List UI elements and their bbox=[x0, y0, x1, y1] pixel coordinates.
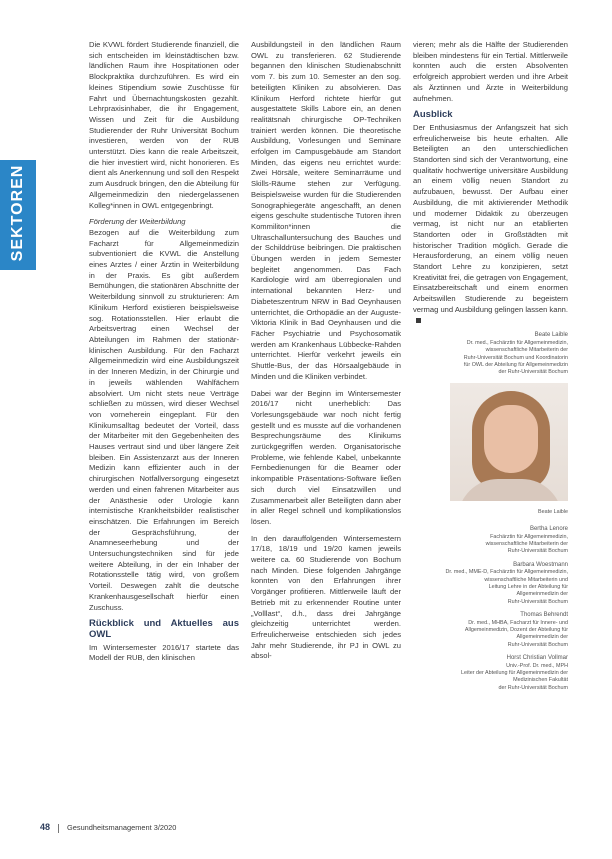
author-line: Dr. med., MHBA, Facharzt für Innere- und bbox=[468, 619, 568, 626]
author-line: Dr. med., MME-D, Fachärztin für Allgemeinmedizin, bbox=[445, 569, 568, 576]
author-name: Barbara Woestmann bbox=[513, 561, 568, 568]
column-1 bbox=[89, 40, 239, 670]
author-photo bbox=[450, 383, 568, 501]
author-line: Ruhr-Universität Bochum bbox=[507, 641, 568, 648]
author-line: der Ruhr-Universität Bochum bbox=[498, 684, 568, 691]
col1-paragraph-2: Bezogen auf die Weiterbildung zum Facharzt für Allgemeinmedizin subventioniert die KVWL die Anstellung eines Arztes / einer Ärztin in Weiterbildung in der Praxis. Es gibt außerdem Bemühungen, die stationären Abschnitte der Weiterbildung sinnvoll zu strukturieren: Am Klinikum Herford existieren beispielsweise sog. Rotationsstellen. Hier erlaubt die Arbeitsvertrag einen Wechsel der Abteilungen im Rahmen der stationär-klinischen Ausbildung. Für den Facharzt Allgemeinmedizin wird eine Ausbildungszeit in der Inneren Medizin, in der Chirurgie und in jeweils wählenden Wahlfächern absolviert. Um nicht stets neue Verträge schließen zu müssen, wird dieser Wechsel von vorneherein eingeplant. Für den Klinikumsalltag bedeutet der Vorteil, dass der Mitarbeiter mit den Gegebenheiten des Hauses vertraut sind und über längere Zeit bleiben. Ein Assistenzarzt aus der Inneren Medizin kann effizienter auch in der chirurgischen Notfallversorgung eingesetzt werden und einen fahrenen Mitarbeiter aus der Anästhesie oder Urologie kann internistische Krankheitsbilder realistischer einschätzen. Die Erfahrungen im Bereich der Gesprächsführung, der Anamneseerhebung und der Untersuchungstechniken sind für jede weitere Abteilung, in der ein Inhaber der Rotationsstelle tätig wird, von großem Vorteil. Deswegen zahlt die deutsche Krankenhausgesellschaft hierfür einen Zuschuss. bbox=[89, 227, 239, 612]
author-name: Horst Christian Vollmar bbox=[506, 655, 568, 662]
author-photo-wrap bbox=[413, 383, 568, 505]
author-line: Leitung Lehre in der Abteilung für bbox=[488, 583, 568, 590]
author-line: Medizinischen Fakultät bbox=[513, 677, 568, 684]
author-line: Ruhr-Universität Bochum bbox=[507, 548, 568, 555]
author-name: Bertha Lenore bbox=[529, 526, 568, 533]
author-block-1 bbox=[413, 332, 568, 376]
author-line: Dr. med., Fachärztin für Allgemeinmedizin, bbox=[466, 339, 568, 346]
author-line: wissenschaftliche Mitarbeiterin der bbox=[485, 540, 568, 547]
page-footer bbox=[40, 822, 176, 833]
section-tab bbox=[0, 160, 36, 270]
author-name: Beate Laible bbox=[534, 332, 568, 339]
journal-title: Gesundheitsmanagement 3/2020 bbox=[67, 823, 177, 832]
column-3 bbox=[413, 40, 568, 698]
footer-divider bbox=[58, 824, 59, 833]
column-2 bbox=[251, 40, 401, 668]
col3-paragraph-1: vieren; mehr als die Hälfte der Studierenden bleiben mindestens für ein Tertial. Mittlerweile konnten auch die ersten Absolventen erfolgreich approbiert werden und ihre Arbeit als Ärztinnen und Ärzte in Weiterbildung aufnehmen. bbox=[413, 40, 568, 103]
col3-paragraph-2-text: Der Enthusiasmus der Anfangszeit hat sich erfreulicherweise bis heute erhalten. Alle Beteiligten an den unterschiedlichen Standorten sind sich der Verantwortung, eine qualitativ hochwertige universitäre Ausbildung an einem völlig neuen Standort zu aufzubauen, bewusst. Der Aufbau einer Ausbildung, die mit aktivierender Methodik und moderner Didaktik zu überzeugen vermag, ist nicht nur an etablierten Standorten oder in Großstädten mit historischer Tradition möglich. Gerade die Herausforderung, an einem völlig neuen Standort Lehre zu konzipieren, setzt Kreativität frei, die getragen von Engagement, Einsatzbereitschaft und einem enormen Arbeitswillen Studierende zu begeistern vermag und Ausbildung gelingen lassen kann. bbox=[413, 122, 568, 314]
col1-paragraph-1: Die KVWL fördert Studierende finanziell, die sich entscheiden im kleinstädtischen bzw. ländlichen Raum ihre Hospitationen oder Blockpraktika durchzuführen. Es wird ein kleines Stipendium sowie Zuschüsse für Fahrt und Übernachtungskosten gezahlt. Lehrpraxisinhaber, die ihr Engagement, Wissen und Zeit für die Ausbildung Studierender der Ruhr Universität Bochum investieren, werden von der RUB unterstützt. Dies kann die reale Arbeitszeit, die hier investiert wird, nicht honorieren. Es dient als Anerkennung und soll den Respekt zum Ausdruck bringen, den die Abteilung für Allgemeinmedizin den niedergelassenen Kolleg*innen in OWL entgegenbringt. bbox=[89, 40, 239, 210]
author-line: wissenschaftliche Mitarbeiterin und bbox=[484, 576, 568, 583]
author-line: Allgemeinmedizin, Dozent der Abteilung für bbox=[464, 627, 568, 633]
author-line: Allgemeinmedizin der bbox=[516, 591, 568, 598]
author-block-5 bbox=[413, 655, 568, 692]
author-line: Leiter der Abteilung für Allgemeinmedizin der bbox=[461, 670, 568, 677]
author-block-3 bbox=[413, 562, 568, 606]
section-tab-label: SEKTOREN bbox=[9, 164, 26, 262]
end-of-article-mark bbox=[416, 318, 421, 323]
author-line: Ruhr-Universität Bochum bbox=[507, 598, 568, 605]
author-block-2 bbox=[413, 526, 568, 556]
col1-paragraph-3: Im Wintersemester 2016/17 startete das Modell der RUB, den klinischen bbox=[89, 642, 239, 663]
author-line: Ruhr-Universität Bochum und Koordinatorin bbox=[463, 354, 568, 361]
page-number: 48 bbox=[40, 822, 51, 832]
author-line: der Ruhr-Universität Bochum bbox=[498, 369, 568, 376]
col3-section-title: Ausblick bbox=[413, 109, 453, 121]
photo-credit: Beate Laible bbox=[538, 509, 568, 516]
author-line: Fachärztin für Allgemeinmedizin, bbox=[490, 533, 568, 540]
author-line: wissenschaftliche Mitarbeiterin der bbox=[485, 347, 568, 354]
author-line: für OWL der Abteilung für Allgemeinmedizin bbox=[463, 361, 568, 368]
author-block-4 bbox=[413, 612, 568, 649]
col2-paragraph-3: In den darauffolgenden Wintersemestern 17/18, 18/19 und 19/20 kamen jeweils weitere ca. 60 Studierende von Bochum nach Minden. Diese folgenden Jahrgänge konnten von den Erfahrungen ihrer Vorgänger profitieren. Mittlerweile läuft der Betrieb mit zu erkennender Routine unter „Volllast“, d.h., dass drei Jahrgänge gleichzeitig unterrichtet werden. Erfreulicherweise entschieden sich jedes Jahr mehr Studierende, ihr PJ in OWL zu absol- bbox=[251, 533, 401, 661]
col2-paragraph-2: Dabei war der Beginn im Wintersemester 2016/17 nicht unerheblich: Das Vorlesungsgebäude war noch nicht fertig gestellt und es musste auf die vorhandenen Besprechungsräume des Klinikums zurückgegriffen werden. Organisatorische Probleme, wie fehlende Kabel, unbekannte Fernbedienungen für die Beamer oder inkompatible Präsentations-Software ließen sich durch viel Einsatzwillen und Zusammenarbeit aller Beteiligten dann aber in aller Regel schnell und komplikationslos lösen. bbox=[251, 388, 401, 526]
col3-paragraph-2 bbox=[413, 123, 568, 326]
author-line: Univ.-Prof. Dr. med., MPH bbox=[506, 662, 568, 669]
col2-paragraph-1: Ausbildungsteil in den ländlichen Raum OWL zu transferieren. 62 Studierende begannen den klinischen Studienabschnitt vom 7. bis zum 10. Semester an den sog. beteiligten Kliniken zu absolvieren. Das Klinikum Herford richtete hierfür gut ausgestattete Skills Labore ein, an denen realitätsnah chirurgische OP-Techniken trainiert werden können. Die theoretische Ausbildung, Vorlesungen und Seminare erfolgen im Campusgebäude am Standort Minden, das eigens neu errichtet wurde: Zwei Hörsäle, weitere Seminarräume und Skills-Räume stehen zur Verfügung. Beispielsweise wurden für die Studierenden Sonographiegeräte angeschafft, an denen eigens geschulte studentische Tutoren ihren Kommiliton*innen die Ultraschalluntersuchung des Bauches und der Schilddrüse beibringen. Die praktischen Übungen werden in jedem Semester begleitet angenommen. Das Fach Kardiologie wird am überregionalen und international bekannten Herz- und Diabeteszentrum NRW in Bad Oeynhausen unterrichtet, die Orthopädie an der Auguste-Viktoria Klinik in Bad Oeynhausen und die Fächer Psychiatrie und Psychosomatik werden am Krankenhaus Lübbecke-Rahden unterrichtet. Hierfür verkehrt jeweils ein Shuttle-Bus, der das Hörsaalgebäude in Minden und die Kliniken verbindet. bbox=[251, 40, 401, 381]
author-name: Thomas Behrendt bbox=[520, 612, 568, 619]
col1-section-title: Rückblick und Aktuelles aus OWL bbox=[89, 618, 239, 640]
author-line: Allgemeinmedizin der bbox=[516, 634, 568, 641]
col1-subhead: Förderung der Weiterbildung bbox=[89, 217, 186, 227]
